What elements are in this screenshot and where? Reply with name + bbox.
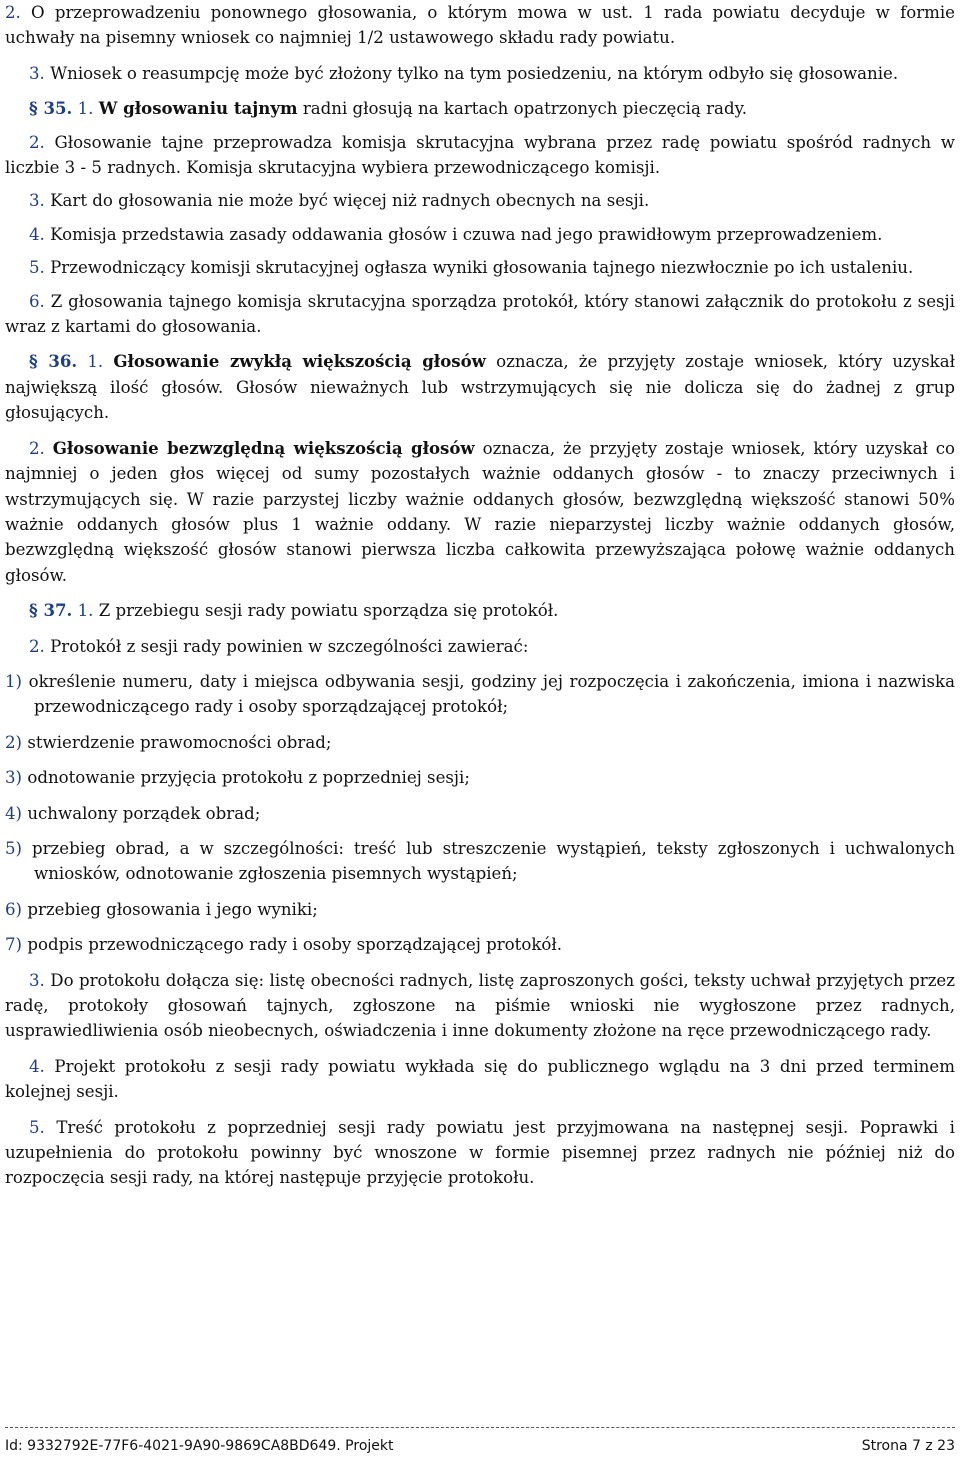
- section-35-paragraph-1: § 35. 1. W głosowaniu tajnym radni głosują na kartach opatrzonych pieczęcią rady.: [29, 98, 748, 119]
- list-item: 1) określenie numeru, daty i miejsca odbywania sesji, godziny jej rozpoczęcia i zakończenia, imiona i nazwiska przewodniczącego rady i osoby sporządzającej protokół;: [5, 671, 955, 717]
- list-item: 6) przebieg głosowania i jego wyniki;: [5, 899, 318, 919]
- list-item: 4) uchwalony porządek obrad;: [5, 803, 261, 823]
- paragraph-top-2: 2. O przeprowadzeniu ponownego głosowania, o którym mowa w ust. 1 rada powiatu decyduje w formie uchwały na pisemny wniosek co najmniej 1/2 ustawowego składu rady powiatu.: [5, 3, 955, 48]
- list-item: 3) odnotowanie przyjęcia protokołu z poprzedniej sesji;: [5, 768, 470, 788]
- section-37-paragraph-5: 5. Treść protokołu z poprzedniej sesji rady powiatu jest przyjmowana na następnej sesji. Poprawki i uzupełnienia do protokołu powinny być wnoszone w formie pisemnej przez radnych nie później niż do rozpoczęcia sesji rady, na której następuje przyjęcie protokołu.: [5, 1117, 955, 1188]
- section-35-paragraph-6: 6. Z głosowania tajnego komisja skrutacyjna sporządza protokół, który stanowi załącznik do protokołu z sesji wraz z kartami do głosowania.: [5, 291, 955, 337]
- section-37-paragraph-1: § 37. 1. Z przebiegu sesji rady powiatu sporządza się protokół.: [29, 600, 559, 621]
- section-35-paragraph-5: 5. Przewodniczący komisji skrutacyjnej ogłasza wyniki głosowania tajnego niezwłocznie po ich ustaleniu.: [29, 258, 914, 278]
- section-35-paragraph-2: 2. Głosowanie tajne przeprowadza komisja skrutacyjna wybrana przez radę powiatu spośród radnych w liczbie 3 - 5 radnych. Komisja skrutacyjna wybiera przewodniczącego komisji.: [5, 132, 955, 178]
- page-footer: [5, 1438, 955, 1454]
- section-36-paragraph-1: § 36. 1. Głosowanie zwykłą większością głosów oznacza, że przyjęty zostaje wniosek, który uzyskał największą ilość głosów. Głosów nieważnych lub wstrzymujących się nie dolicza się do żadnej z grup głosujących.: [5, 351, 955, 423]
- footer-divider: [5, 1427, 955, 1428]
- list-item: 2) stwierdzenie prawomocności obrad;: [5, 732, 332, 752]
- section-35-paragraph-3: 3. Kart do głosowania nie może być więcej niż radnych obecnych na sesji.: [29, 191, 650, 211]
- paragraph-top-3: 3. Wniosek o reasumpcję może być złożony tylko na tym posiedzeniu, na którym odbyło się głosowanie.: [29, 63, 899, 83]
- section-37-paragraph-3: 3. Do protokołu dołącza się: listę obecności radnych, listę zaproszonych gości, teksty uchwał przyjętych przez radę, protokoły głosowań tajnych, zgłoszone na piśmie wnioski nie wygłoszone przez radnych, usprawiedliwienia osób nieobecnych, oświadczenia i inne dokumenty złożone na ręce przewodniczącego rady.: [5, 970, 955, 1041]
- protocol-contents-list: [0, 669, 960, 958]
- section-37-paragraph-4: 4. Projekt protokołu z sesji rady powiatu wykłada się do publicznego wglądu na 3 dni przed terminem kolejnej sesji.: [5, 1056, 955, 1102]
- document-id: Id: 9332792E-77F6-4021-9A90-9869CA8BD649. Projekt: [5, 1438, 394, 1454]
- section-35-paragraph-4: 4. Komisja przedstawia zasady oddawania głosów i czuwa nad jego prawidłowym przeprowadzeniem.: [29, 224, 883, 244]
- page-number: Strona 7 z 23: [861, 1438, 955, 1454]
- list-item: 7) podpis przewodniczącego rady i osoby sporządzającej protokół.: [5, 935, 563, 955]
- section-37-paragraph-2: 2. Protokół z sesji rady powinien w szczególności zawierać:: [29, 636, 529, 656]
- list-item: 5) przebieg obrad, a w szczególności: treść lub streszczenie wystąpień, teksty zgłoszonych i uchwalonych wniosków, odnotowanie zgłoszenia pisemnych wystąpień;: [5, 838, 955, 884]
- section-36-paragraph-2: 2. Głosowanie bezwzględną większością głosów oznacza, że przyjęty zostaje wniosek, który uzyskał co najmniej o jeden głos więcej od sumy pozostałych ważnie oddanych głosów - to znaczy przeciwnych i wstrzymujących się. W razie parzystej liczby ważnie oddanych głosów, bezwzględną większość stanowi 50% ważnie oddanych głosów plus 1 ważnie oddany. W razie nieparzystej liczby ważnie oddanych głosów, bezwzględną większość głosów stanowi pierwsza liczba całkowita przewyższająca połowę ważnie oddanych głosów.: [5, 437, 956, 585]
